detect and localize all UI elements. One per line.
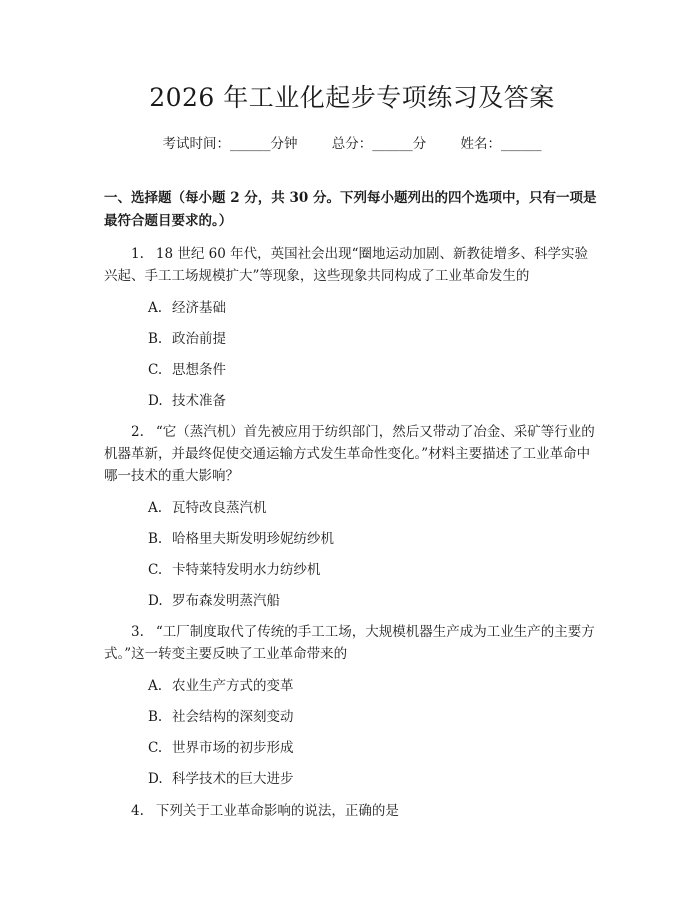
option-text: 卡特莱特发明水力纺纱机 <box>172 562 321 578</box>
option-3d <box>104 769 600 789</box>
option-letter: C. <box>148 362 163 378</box>
question-3 <box>104 621 600 665</box>
total-score-field: 总分：______分 <box>331 136 427 152</box>
option-letter: D. <box>148 593 163 609</box>
question-text: “工厂制度取代了传统的手工工场，大规模机器生产成为工业生产的主要方式。”这一转变主要反映了工业革命带来的 <box>104 624 595 662</box>
question-text: 18 世纪 60 年代，英国社会出现“圈地运动加剧、新教徒增多、科学实验兴起、手工工场规模扩大”等现象，这些现象共同构成了工业革命发生的 <box>104 246 589 284</box>
option-1d <box>104 391 600 411</box>
option-text: 科学技术的巨大进步 <box>172 771 294 787</box>
option-letter: D. <box>148 771 163 787</box>
option-letter: A. <box>148 678 163 694</box>
option-2a <box>104 498 600 518</box>
option-3a <box>104 676 600 696</box>
option-1c <box>104 360 600 380</box>
option-letter: A. <box>148 500 163 516</box>
question-4 <box>104 800 600 822</box>
option-text: 瓦特改良蒸汽机 <box>172 500 267 516</box>
option-text: 罗布森发明蒸汽船 <box>172 593 280 609</box>
option-letter: B. <box>148 331 163 347</box>
option-text: 社会结构的深刻变动 <box>172 709 294 725</box>
question-number: 2. <box>131 424 144 440</box>
option-letter: B. <box>148 709 163 725</box>
option-text: 思想条件 <box>172 362 226 378</box>
option-1a <box>104 298 600 318</box>
option-letter: D. <box>148 393 163 409</box>
question-text: “它（蒸汽机）首先被应用于纺织部门，然后又带动了冶金、采矿等行业的机器革新，并最终促使交通运输方式发生革命性变化。”材料主要描述了工业革命中哪一技术的重大影响？ <box>104 424 595 484</box>
student-name-field: 姓名：______ <box>460 136 542 152</box>
option-letter: A. <box>148 300 163 316</box>
option-2b <box>104 529 600 549</box>
option-letter: C. <box>148 562 163 578</box>
option-2d <box>104 591 600 611</box>
option-text: 技术准备 <box>172 393 226 409</box>
option-3b <box>104 707 600 727</box>
option-1b <box>104 329 600 349</box>
page-title: 2026 年工业化起步专项练习及答案 <box>149 83 555 112</box>
option-text: 农业生产方式的变革 <box>172 678 294 694</box>
option-2c <box>104 560 600 580</box>
option-text: 世界市场的初步形成 <box>172 740 294 756</box>
question-2 <box>104 421 600 487</box>
exam-time-field: 考试时间：______分钟 <box>162 136 298 152</box>
question-1 <box>104 243 600 287</box>
section-heading: 一、选择题（每小题 2 分，共 30 分。下列每小题列出的四个选项中，只有一项是最符合题目要求的。） <box>104 190 597 229</box>
option-3c <box>104 738 600 758</box>
question-number: 3. <box>131 624 144 640</box>
option-text: 政治前提 <box>172 331 226 347</box>
option-text: 哈格里夫斯发明珍妮纺纱机 <box>172 531 334 547</box>
question-number: 1. <box>131 246 144 262</box>
option-letter: C. <box>148 740 163 756</box>
exam-meta <box>104 134 600 154</box>
option-text: 经济基础 <box>172 300 226 316</box>
question-number: 4. <box>131 803 144 819</box>
option-letter: B. <box>148 531 163 547</box>
question-text: 下列关于工业革命影响的说法，正确的是 <box>155 803 399 819</box>
